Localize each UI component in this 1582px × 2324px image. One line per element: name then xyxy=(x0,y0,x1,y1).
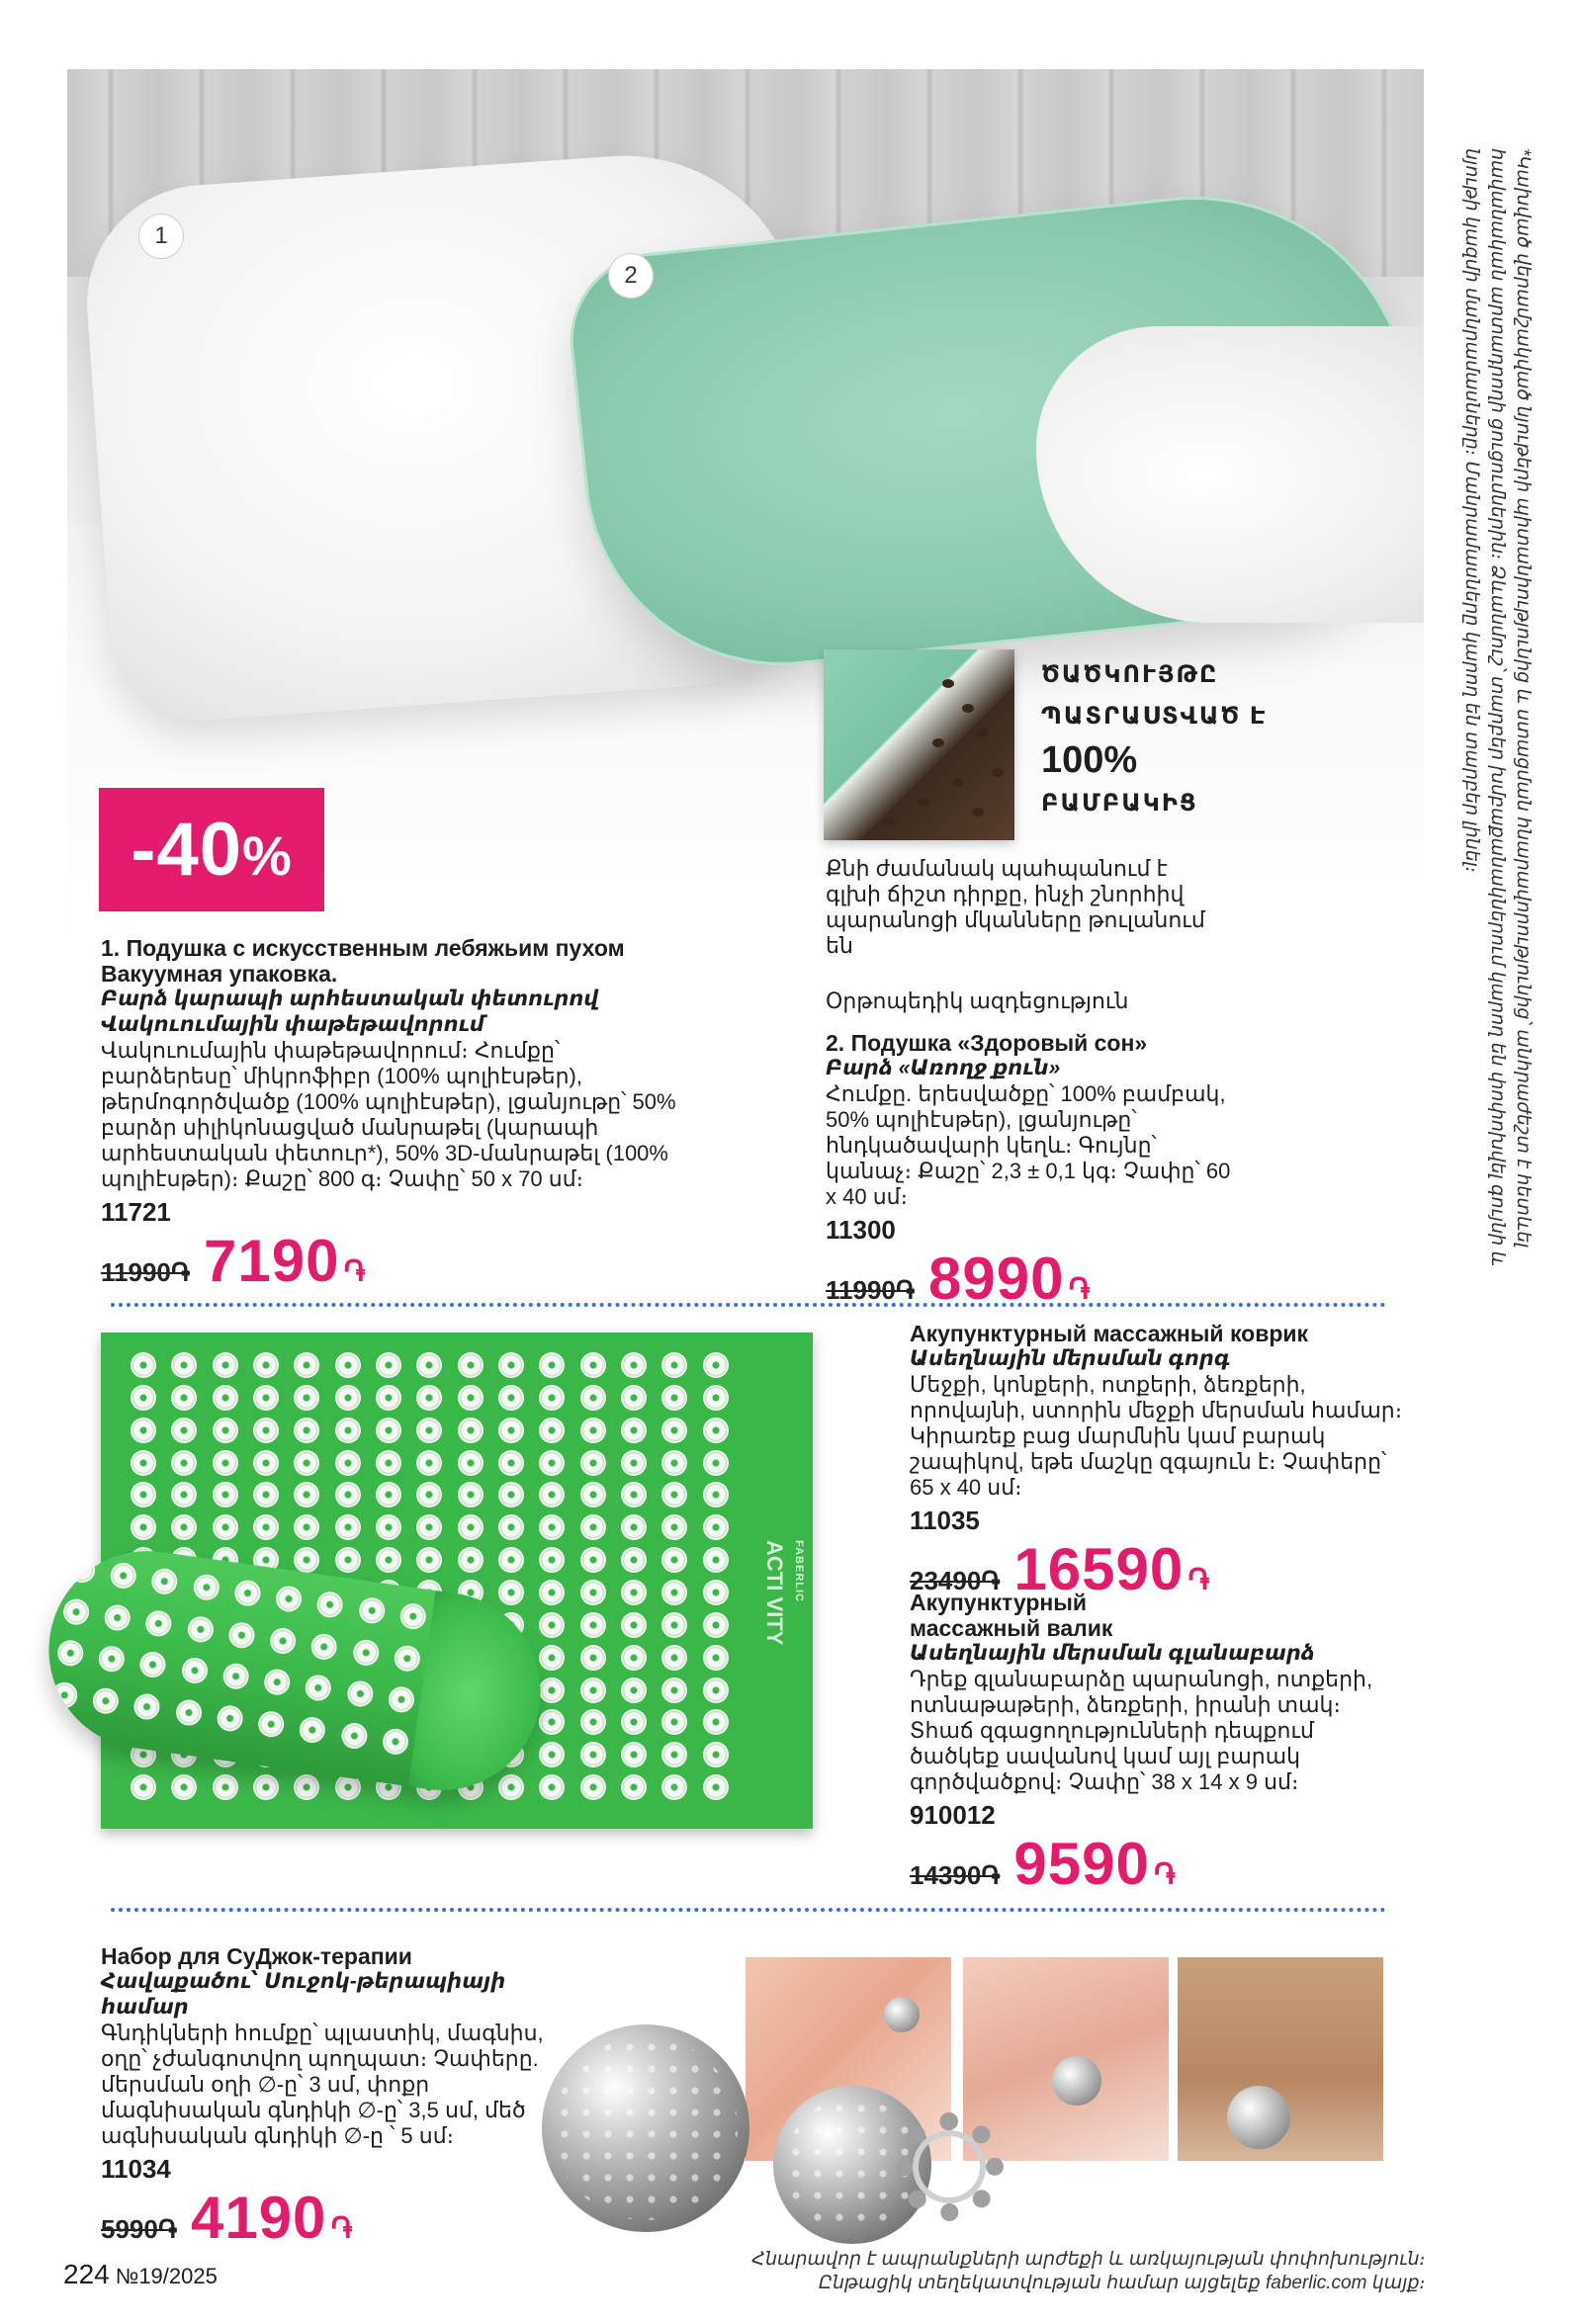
spike-dot xyxy=(416,1450,442,1476)
product-1-title-2: Вакуумная упаковка. xyxy=(101,961,338,987)
spike-dot xyxy=(376,1352,401,1378)
spike-dot xyxy=(580,1709,606,1735)
spike-dot xyxy=(171,1514,197,1540)
spike-dot xyxy=(661,1482,687,1507)
spike-dot xyxy=(661,1450,687,1476)
spike-dot xyxy=(539,1482,565,1507)
side-footnote xyxy=(1432,148,1550,1305)
spike-dot xyxy=(580,1678,606,1703)
product-2-old-price: 11990֏ xyxy=(826,1275,915,1305)
spike-dot xyxy=(351,1638,380,1667)
spike-dot xyxy=(213,1418,238,1443)
spike-dot xyxy=(213,1482,238,1507)
spike-dot xyxy=(309,1632,338,1661)
spike-dot xyxy=(498,1580,524,1605)
feature-effect: Օրթոպեդիկ ազդեցություն xyxy=(826,989,1129,1013)
spike-dot xyxy=(376,1385,401,1411)
spike-dot xyxy=(458,1482,483,1507)
spike-dot xyxy=(171,1385,197,1411)
spike-dot xyxy=(539,1612,565,1638)
spike-dot xyxy=(703,1482,729,1507)
spike-dot xyxy=(661,1742,687,1767)
roller-code: 910012 xyxy=(910,1800,996,1830)
spike-dot xyxy=(174,1697,203,1726)
product-2-description: Հումքը. երեսվածքը՝ 100% բամբակ, 50% պոլիէսթեր), լցանյութը՝ հնդկածավարի կեղև։ Գույնը՝ կանաչ։ Քաշը՝ 2,3 ± 0,1 կգ։ Չափը՝ 60 x 40 սմ։ xyxy=(826,1081,1231,1209)
discount-percent-sign: % xyxy=(242,824,293,887)
spike-dot xyxy=(103,1602,132,1631)
roller-title-2: массажный валик xyxy=(910,1615,1113,1641)
product-1-price: 7190 xyxy=(203,1228,340,1294)
section-divider-1 xyxy=(111,1303,1386,1307)
product-number-badge-2: 2 xyxy=(608,253,654,299)
spike-dot xyxy=(539,1742,565,1767)
spike-dot xyxy=(294,1482,319,1507)
spike-dot xyxy=(458,1547,483,1573)
sujok-ring-on-finger xyxy=(884,1997,920,2032)
spike-dot xyxy=(661,1547,687,1573)
buckwheat-filling-image xyxy=(824,649,1014,840)
spike-dot xyxy=(294,1774,319,1800)
spike-dot xyxy=(253,1450,279,1476)
spike-dot xyxy=(661,1678,687,1703)
discount-value: -40 xyxy=(131,808,243,892)
spike-dot xyxy=(621,1385,647,1411)
spike-dot xyxy=(213,1450,238,1476)
spike-dot xyxy=(335,1352,361,1378)
spike-dot xyxy=(253,1418,279,1443)
spike-dot xyxy=(539,1450,565,1476)
spike-dot xyxy=(213,1352,238,1378)
spike-dot xyxy=(539,1774,565,1800)
spike-dot xyxy=(97,1644,126,1673)
spike-dot xyxy=(580,1774,606,1800)
feature-line-4: ԲԱՄԲԱԿԻՑ xyxy=(1041,790,1198,817)
spike-dot xyxy=(294,1514,319,1540)
spike-dot xyxy=(171,1450,197,1476)
spike-dot xyxy=(186,1614,215,1643)
spike-dot xyxy=(132,1691,161,1720)
spike-dot xyxy=(458,1352,483,1378)
spike-dot xyxy=(213,1774,238,1800)
spike-dot xyxy=(274,1585,303,1613)
spike-dot xyxy=(661,1514,687,1540)
spike-dot xyxy=(227,1620,256,1649)
spike-dot xyxy=(416,1547,442,1573)
spike-dot xyxy=(357,1596,386,1625)
spike-dot xyxy=(621,1612,647,1638)
feature-caption: Քնի ժամանակ պահպանում է գլխի ճիշտ դիրքը, ինչի շնորհիվ պարանոցի մկանները թուլանում են xyxy=(826,856,1205,958)
spike-dot xyxy=(539,1645,565,1671)
spike-dot xyxy=(580,1742,606,1767)
spike-dot xyxy=(294,1352,319,1378)
spike-dot xyxy=(387,1685,415,1714)
spike-dot xyxy=(661,1774,687,1800)
product-2-title: 2. Подушка «Здоровый сон» xyxy=(826,1030,1148,1056)
spike-dot xyxy=(703,1580,729,1605)
product-number-badge-1: 1 xyxy=(138,214,184,259)
spike-dot xyxy=(621,1450,647,1476)
spike-dot xyxy=(458,1418,483,1443)
spike-dot xyxy=(580,1645,606,1671)
spike-dot xyxy=(580,1514,606,1540)
spike-dot xyxy=(171,1482,197,1507)
spike-dot xyxy=(335,1514,361,1540)
spike-dot xyxy=(376,1482,401,1507)
page-number xyxy=(63,2259,218,2290)
spike-dot xyxy=(376,1547,401,1573)
spike-dot xyxy=(621,1418,647,1443)
discount-badge xyxy=(99,788,324,911)
spike-dot xyxy=(661,1352,687,1378)
sujok-photo-foot xyxy=(1178,1957,1383,2161)
spike-dot xyxy=(580,1612,606,1638)
spike-dot xyxy=(661,1612,687,1638)
spike-dot xyxy=(253,1514,279,1540)
feature-caption-block xyxy=(826,856,1221,959)
spike-dot xyxy=(458,1385,483,1411)
sujok-ball-under-foot xyxy=(1227,2086,1290,2149)
spike-dot xyxy=(339,1721,368,1750)
roller-price-line xyxy=(910,1833,1404,1896)
spike-dot xyxy=(376,1514,401,1540)
sujok-block xyxy=(101,1943,575,2250)
product-1-block xyxy=(101,935,694,1293)
sujok-code: 11034 xyxy=(101,2154,171,2184)
spike-dot xyxy=(703,1678,729,1703)
spike-dot xyxy=(580,1385,606,1411)
duvet xyxy=(1036,326,1424,623)
footer-disclaimer-line-2: Ընթացիկ տեղեկատվության համար այցելեք faberlic.com կայք։ xyxy=(819,2273,1426,2293)
spike-dot xyxy=(335,1385,361,1411)
sujok-massage-ring-image xyxy=(895,2112,1004,2221)
spike-dot xyxy=(138,1650,167,1678)
mat-block xyxy=(910,1321,1404,1601)
feature-line-3: 100% xyxy=(1041,739,1138,781)
spike-dot xyxy=(131,1418,156,1443)
spike-dot xyxy=(703,1418,729,1443)
mat-code: 11035 xyxy=(910,1506,980,1535)
spike-dot xyxy=(398,1601,427,1630)
spike-dot xyxy=(539,1352,565,1378)
spike-dot xyxy=(703,1450,729,1476)
spike-dot xyxy=(498,1385,524,1411)
product-2-block xyxy=(826,989,1241,1311)
spike-dot xyxy=(621,1547,647,1573)
spike-dot xyxy=(257,1709,286,1738)
product-2-currency: ֏ xyxy=(1068,1273,1091,1306)
spike-dot xyxy=(150,1567,179,1595)
spike-dot xyxy=(539,1678,565,1703)
spike-dot xyxy=(703,1612,729,1638)
spike-dot xyxy=(294,1385,319,1411)
spike-dot xyxy=(703,1547,729,1573)
spike-dot xyxy=(498,1482,524,1507)
spike-dot xyxy=(294,1547,319,1573)
feature-line-1: ԾԱԾԿՈՒՅԹԸ xyxy=(1041,661,1219,688)
spike-dot xyxy=(539,1580,565,1605)
sujok-large-ball-image xyxy=(542,2024,749,2232)
spike-dot xyxy=(703,1352,729,1378)
roller-price: 9590 xyxy=(1013,1831,1150,1897)
spike-dot xyxy=(253,1482,279,1507)
mat-currency: ֏ xyxy=(1187,1564,1210,1596)
feature-line-2: ՊԱՏՐԱՍՏՎԱԾ Է xyxy=(1041,703,1268,730)
sujok-title: Набор для СуДжок-терапии xyxy=(101,1943,412,1969)
spike-dot xyxy=(498,1547,524,1573)
spike-dot xyxy=(131,1482,156,1507)
spike-dot xyxy=(498,1418,524,1443)
spike-dot xyxy=(131,1352,156,1378)
spike-dot xyxy=(213,1385,238,1411)
mat-subtitle: Ասեղնային մերսման գորգ xyxy=(910,1347,1231,1370)
spike-dot xyxy=(703,1514,729,1540)
footer-disclaimer xyxy=(712,2248,1426,2295)
spike-dot xyxy=(661,1709,687,1735)
spike-dot xyxy=(253,1385,279,1411)
spike-dot xyxy=(61,1597,90,1626)
spike-dot xyxy=(621,1774,647,1800)
spike-dot xyxy=(335,1547,361,1573)
spike-dot xyxy=(345,1679,374,1708)
feature-cotton-label xyxy=(1041,654,1288,824)
spike-dot xyxy=(67,1555,96,1584)
spike-dot xyxy=(416,1482,442,1507)
spike-dot xyxy=(580,1547,606,1573)
spike-dot xyxy=(661,1418,687,1443)
side-footnote-text: *Կախված վերամշակված նյութերի պիտանիությունից և ստացման հնարավորությունից՝ անհրաժեշտ է հետևել հավանական արտադրողի ցուցումներին։ Ձևանմուշ՝ տարբեր խմբաքանակներում կարող են փոփոխվել գույնի և նյութի կազմի մանրամասները։ Մանրամասները կարող են տարբեր լինել։ xyxy=(1461,148,1534,1266)
spike-dot xyxy=(109,1561,137,1590)
roller-title: Акупунктурный xyxy=(910,1590,1088,1615)
spike-dot xyxy=(299,1715,327,1744)
spike-dot xyxy=(416,1352,442,1378)
spike-dot xyxy=(498,1514,524,1540)
spike-dot xyxy=(253,1774,279,1800)
spike-dot xyxy=(458,1450,483,1476)
spike-dot xyxy=(294,1418,319,1443)
spike-dot xyxy=(539,1709,565,1735)
product-2-price: 8990 xyxy=(927,1246,1065,1312)
spike-dot xyxy=(335,1482,361,1507)
spike-dot xyxy=(50,1680,79,1709)
footer-disclaimer-line-1: Հնարավոր է ապրանքների արժեքի և առկայության փոփոխություն։ xyxy=(751,2249,1426,2270)
spike-dot xyxy=(621,1742,647,1767)
mat-description: Մեջքի, կոնքերի, ոտքերի, ձեռքերի, որովայնի, ստորին մեջքի մերսման համար։ Կիրառեք բաց մարմնին կամ բարակ շապիկով, եթե մաշկը զգայուն է։ Չափերը՝ 65 x 40 սմ։ xyxy=(910,1372,1403,1500)
spike-dot xyxy=(335,1418,361,1443)
spike-dot xyxy=(580,1418,606,1443)
spike-dot xyxy=(661,1580,687,1605)
mat-brand-activity: ACTI VITY xyxy=(762,1540,787,1646)
sujok-photo-palms xyxy=(963,1957,1169,2161)
spike-dot xyxy=(131,1514,156,1540)
sujok-currency: ֏ xyxy=(330,2212,353,2245)
roller-currency: ֏ xyxy=(1153,1858,1176,1891)
product-1-price-line xyxy=(101,1230,694,1293)
spike-dot xyxy=(621,1352,647,1378)
product-1-code: 11721 xyxy=(101,1197,171,1227)
spike-dot xyxy=(621,1482,647,1507)
spike-dot xyxy=(171,1774,197,1800)
spike-dot xyxy=(131,1385,156,1411)
spike-dot xyxy=(621,1709,647,1735)
product-1-subtitle-2: Վակուումային փաթեթավորում xyxy=(101,1013,484,1036)
product-2-price-line xyxy=(826,1248,1241,1311)
spike-dot xyxy=(621,1580,647,1605)
spike-dot xyxy=(703,1709,729,1735)
spike-dot xyxy=(180,1656,209,1684)
spike-dot xyxy=(580,1352,606,1378)
spike-dot xyxy=(376,1418,401,1443)
spike-dot xyxy=(703,1742,729,1767)
spike-dot xyxy=(144,1608,173,1637)
spike-dot xyxy=(416,1514,442,1540)
spike-dot xyxy=(661,1645,687,1671)
spike-dot xyxy=(416,1385,442,1411)
spike-dot xyxy=(498,1352,524,1378)
spike-dot xyxy=(703,1774,729,1800)
spike-dot xyxy=(703,1385,729,1411)
catalog-issue: №19/2025 xyxy=(115,2264,218,2288)
spike-dot xyxy=(621,1678,647,1703)
sujok-price-line xyxy=(101,2187,575,2250)
spike-dot xyxy=(304,1674,332,1702)
spike-dot xyxy=(539,1418,565,1443)
roller-block xyxy=(910,1590,1404,1896)
spike-dot xyxy=(580,1580,606,1605)
spike-dot xyxy=(263,1668,292,1696)
sujok-subtitle: Հավաքածու՝ Սուջոկ-թերապիայի համար xyxy=(101,1970,506,2019)
spike-dot xyxy=(91,1686,120,1715)
sujok-price: 4190 xyxy=(190,2185,327,2251)
spike-dot xyxy=(216,1703,244,1732)
spike-dot xyxy=(233,1579,262,1607)
product-1-subtitle: Բարձ կարապի արհեստական փետուրով xyxy=(101,988,599,1010)
spike-dot xyxy=(269,1626,298,1655)
spike-dot xyxy=(621,1514,647,1540)
mat-price: 16590 xyxy=(1013,1536,1185,1602)
spike-dot xyxy=(253,1352,279,1378)
product-1-currency: ֏ xyxy=(343,1255,366,1288)
spike-dot xyxy=(661,1385,687,1411)
roller-description: Դրեք գլանաբարձը պարանոցի, ոտքերի, ոտնաթաթերի, ձեռքերի, իրանի տակ։ Տհաճ զգացողությունների դեպքում ծածկեք սավանով կամ այլ բարակ գործվածքով։ Չափը՝ 38 x 14 x 9 սմ։ xyxy=(910,1667,1373,1794)
product-1-title: 1. Подушка с искусственным лебяжьим пухом xyxy=(101,935,625,961)
mat-brand-faberlic: FABERLIC xyxy=(793,1540,805,1602)
spike-dot xyxy=(171,1418,197,1443)
spike-dot xyxy=(56,1639,85,1668)
roller-subtitle: Ասեղնային մերսման գլանաբարձ xyxy=(910,1642,1315,1665)
mat-title: Акупунктурный массажный коврик xyxy=(910,1321,1309,1346)
product-1-old-price: 11990֏ xyxy=(101,1257,190,1287)
spike-dot xyxy=(192,1573,220,1601)
spike-dot xyxy=(213,1514,238,1540)
spike-dot xyxy=(416,1418,442,1443)
spike-dot xyxy=(580,1482,606,1507)
sujok-description: Գնդիկների հումքը՝ պլաստիկ, մագնիս, օղը՝ չժանգոտվող պողպատ։ Չափերը. մերսման օղի ∅-ը՝ 3 սմ, փոքր մագնիսական գնդիկի ∅-ը՝ 3,5 սմ, մեծ ագնիսական գնդիկի ∅-ը ՝ 5 սմ։ xyxy=(101,2021,544,2148)
page-number-value: 224 xyxy=(63,2259,110,2289)
spike-dot xyxy=(131,1450,156,1476)
spike-dot xyxy=(580,1450,606,1476)
spike-dot xyxy=(221,1662,250,1690)
spike-dot xyxy=(393,1644,421,1673)
spike-dot xyxy=(381,1727,409,1756)
spike-dot xyxy=(294,1450,319,1476)
product-2-subtitle: Բարձ «Առողջ քուն» xyxy=(826,1057,1061,1079)
spike-dot xyxy=(539,1514,565,1540)
spike-dot xyxy=(458,1514,483,1540)
spike-dot xyxy=(131,1774,156,1800)
mat-old-price: 23490֏ xyxy=(910,1566,1001,1595)
spike-dot xyxy=(376,1450,401,1476)
roller-old-price: 14390֏ xyxy=(910,1860,1001,1890)
spike-dot xyxy=(498,1774,524,1800)
spike-dot xyxy=(621,1645,647,1671)
spike-dot xyxy=(498,1450,524,1476)
mat-brand-logo xyxy=(761,1540,813,1659)
spike-dot xyxy=(335,1450,361,1476)
spike-dot xyxy=(539,1385,565,1411)
sujok-old-price: 5990֏ xyxy=(101,2214,177,2244)
sujok-ball-between-palms xyxy=(1052,2056,1101,2106)
product-1-description: Վակուումային փաթեթավորում։ Հումքը՝ բարձերեսը՝ միկրոֆիբր (100% պոլիէսթեր), թերմոգործվածք (100% պոլիէսթեր), լցանյութը՝ 50% բարձր սիլիկոնացված մանրաթել (կարապի արհեստական փետուր*), 50% 3D-մանրաթել (100% պոլիէսթեր)։ Քաշը՝ 800 գ։ Չափը՝ 50 x 70 սմ։ xyxy=(101,1038,676,1191)
section-divider-2 xyxy=(111,1908,1386,1912)
spike-dot xyxy=(171,1352,197,1378)
spike-dot xyxy=(703,1645,729,1671)
spike-dot xyxy=(315,1591,344,1619)
product-2-code: 11300 xyxy=(826,1215,896,1245)
spike-dot xyxy=(539,1547,565,1573)
